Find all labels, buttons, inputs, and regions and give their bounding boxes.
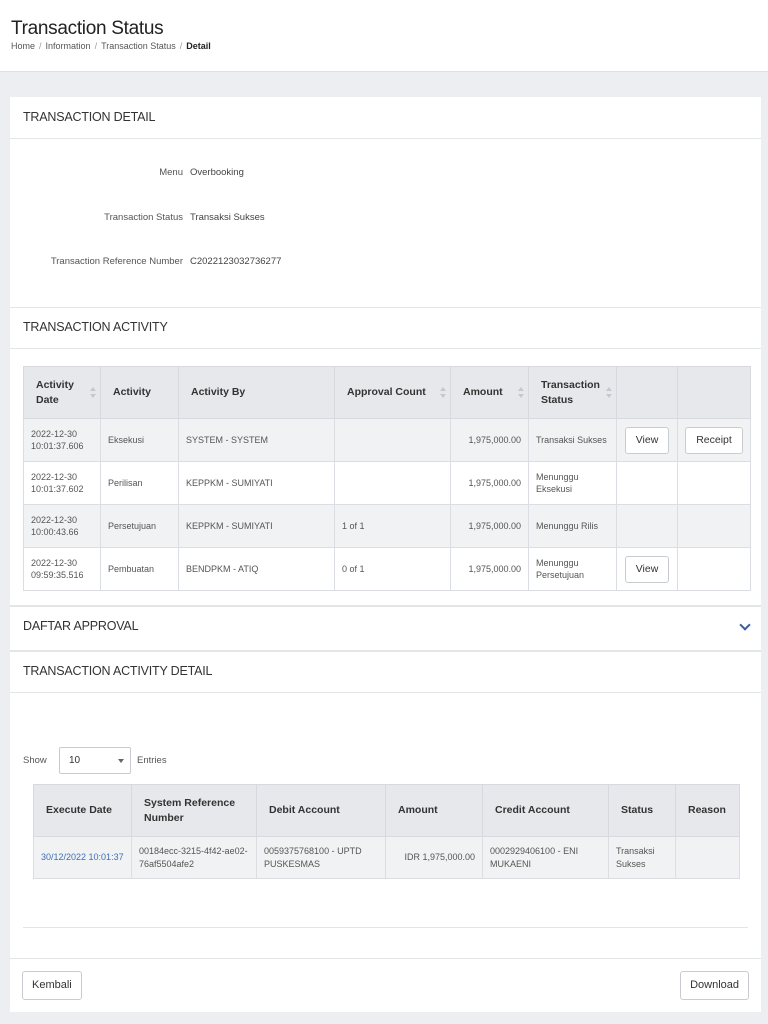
execute-date-link[interactable]: 30/12/2022 10:01:37: [34, 837, 132, 879]
transaction-status-value: Transaksi Sukses: [190, 212, 265, 223]
column-header-amount[interactable]: Amount: [386, 785, 483, 837]
column-header-approval-count[interactable]: Approval Count: [335, 367, 451, 419]
cell-action-1: [617, 548, 678, 591]
page-size-select[interactable]: [59, 747, 131, 774]
cell-activity-date: 2022-12-30 10:00:43.66: [24, 505, 101, 548]
cell-activity-by: KEPPKM - SUMIYATI: [179, 505, 335, 548]
cell-action-2: [678, 505, 751, 548]
column-header-activity-date[interactable]: Activity Date: [24, 367, 101, 419]
cell-activity-by: SYSTEM - SYSTEM: [179, 419, 335, 462]
reference-number-label: Transaction Reference Number: [50, 256, 183, 267]
table-row: [34, 837, 740, 879]
reference-number-value: C2022123032736277: [190, 256, 282, 267]
cell-approval-count: 1 of 1: [335, 505, 451, 548]
sort-icon: [518, 387, 524, 399]
kembali-button[interactable]: Kembali: [22, 971, 82, 1000]
activity-detail-header: [34, 785, 740, 837]
cell-approval-count: [335, 419, 451, 462]
chevron-down-icon: [739, 619, 750, 630]
page-header: [0, 0, 768, 72]
table-row: [24, 505, 751, 548]
cell-action-1: [617, 462, 678, 505]
cell-activity-date: 2022-12-30 10:01:37.606: [24, 419, 101, 462]
transaction-activity-title: TRANSACTION ACTIVITY: [23, 320, 168, 334]
sort-icon: [440, 387, 446, 399]
cell-amount: 1,975,000.00: [451, 419, 529, 462]
divider: [10, 348, 761, 349]
breadcrumb-transaction-status[interactable]: Transaction Status: [101, 41, 176, 51]
view-button[interactable]: View: [625, 556, 670, 583]
transaction-detail-title: TRANSACTION DETAIL: [23, 110, 156, 124]
divider: [10, 650, 761, 652]
cell-amount: 1,975,000.00: [451, 505, 529, 548]
transaction-status-label: Transaction Status: [104, 212, 183, 223]
activity-table-header: [24, 367, 751, 419]
cell-action-1: [617, 505, 678, 548]
column-header-action-2: [678, 367, 751, 419]
cell-status: Transaksi Sukses: [609, 837, 676, 879]
cell-activity-by: BENDPKM - ATIQ: [179, 548, 335, 591]
breadcrumb-separator: /: [94, 41, 98, 51]
activity-table: [23, 366, 751, 591]
breadcrumb: [11, 41, 211, 51]
breadcrumb-separator: /: [179, 41, 183, 51]
entries-label: Entries: [137, 755, 167, 766]
receipt-button[interactable]: Receipt: [685, 427, 743, 454]
cell-reason: [676, 837, 740, 879]
table-row: [24, 548, 751, 591]
column-header-transaction-status[interactable]: Transaction Status: [529, 367, 617, 419]
menu-value: Overbooking: [190, 167, 244, 178]
cell-action-1: [617, 419, 678, 462]
cell-activity: Eksekusi: [101, 419, 179, 462]
column-header-system-reference-number[interactable]: System Reference Number: [132, 785, 257, 837]
cell-activity: Perilisan: [101, 462, 179, 505]
daftar-approval-toggle[interactable]: [10, 607, 761, 649]
menu-label: Menu: [159, 167, 183, 178]
cell-activity-date: 2022-12-30 10:01:37.602: [24, 462, 101, 505]
page-title: Transaction Status: [11, 18, 164, 39]
cell-transaction-status: Menunggu Rilis: [529, 505, 617, 548]
cell-amount: 1,975,000.00: [451, 462, 529, 505]
column-header-reason[interactable]: Reason: [676, 785, 740, 837]
page-size-value: 10: [69, 755, 81, 766]
cell-approval-count: 0 of 1: [335, 548, 451, 591]
view-button[interactable]: View: [625, 427, 670, 454]
column-header-amount[interactable]: Amount: [451, 367, 529, 419]
cell-approval-count: [335, 462, 451, 505]
daftar-approval-title: DAFTAR APPROVAL: [23, 619, 139, 633]
divider: [23, 927, 748, 928]
chevron-down-icon: [118, 759, 124, 763]
divider: [10, 958, 761, 959]
cell-amount: IDR 1,975,000.00: [386, 837, 483, 879]
cell-transaction-status: Menunggu Eksekusi: [529, 462, 617, 505]
sort-icon: [90, 387, 96, 399]
cell-credit-account: 0002929406100 - ENI MUKAENI: [483, 837, 609, 879]
show-label: Show: [23, 755, 47, 766]
cell-action-2: [678, 548, 751, 591]
cell-system-reference-number: 00184ecc-3215-4f42-ae02-76af5504afe2: [132, 837, 257, 879]
breadcrumb-information[interactable]: Information: [45, 41, 91, 51]
cell-activity: Pembuatan: [101, 548, 179, 591]
column-header-status[interactable]: Status: [609, 785, 676, 837]
cell-transaction-status: Transaksi Sukses: [529, 419, 617, 462]
cell-activity-by: KEPPKM - SUMIYATI: [179, 462, 335, 505]
column-header-activity-by[interactable]: Activity By: [179, 367, 335, 419]
activity-detail-table: [33, 784, 740, 879]
column-header-credit-account[interactable]: Credit Account: [483, 785, 609, 837]
cell-action-2: [678, 419, 751, 462]
breadcrumb-current: Detail: [186, 41, 211, 51]
divider: [10, 138, 761, 139]
divider: [10, 307, 761, 308]
cell-transaction-status: Menunggu Persetujuan: [529, 548, 617, 591]
breadcrumb-home[interactable]: Home: [11, 41, 36, 51]
column-header-action-1: [617, 367, 678, 419]
cell-amount: 1,975,000.00: [451, 548, 529, 591]
cell-debit-account: 0059375768100 - UPTD PUSKESMAS: [257, 837, 386, 879]
cell-action-2: [678, 462, 751, 505]
activity-detail-title: TRANSACTION ACTIVITY DETAIL: [23, 664, 213, 678]
cell-activity-date: 2022-12-30 09:59:35.516: [24, 548, 101, 591]
table-row: [24, 419, 751, 462]
column-header-activity[interactable]: Activity: [101, 367, 179, 419]
cell-activity: Persetujuan: [101, 505, 179, 548]
download-button[interactable]: Download: [680, 971, 749, 1000]
column-header-execute-date[interactable]: Execute Date: [34, 785, 132, 837]
table-row: [24, 462, 751, 505]
sort-icon: [606, 387, 612, 399]
breadcrumb-separator: /: [39, 41, 42, 51]
divider: [10, 692, 761, 693]
column-header-debit-account[interactable]: Debit Account: [257, 785, 386, 837]
main-card: [10, 97, 761, 1012]
